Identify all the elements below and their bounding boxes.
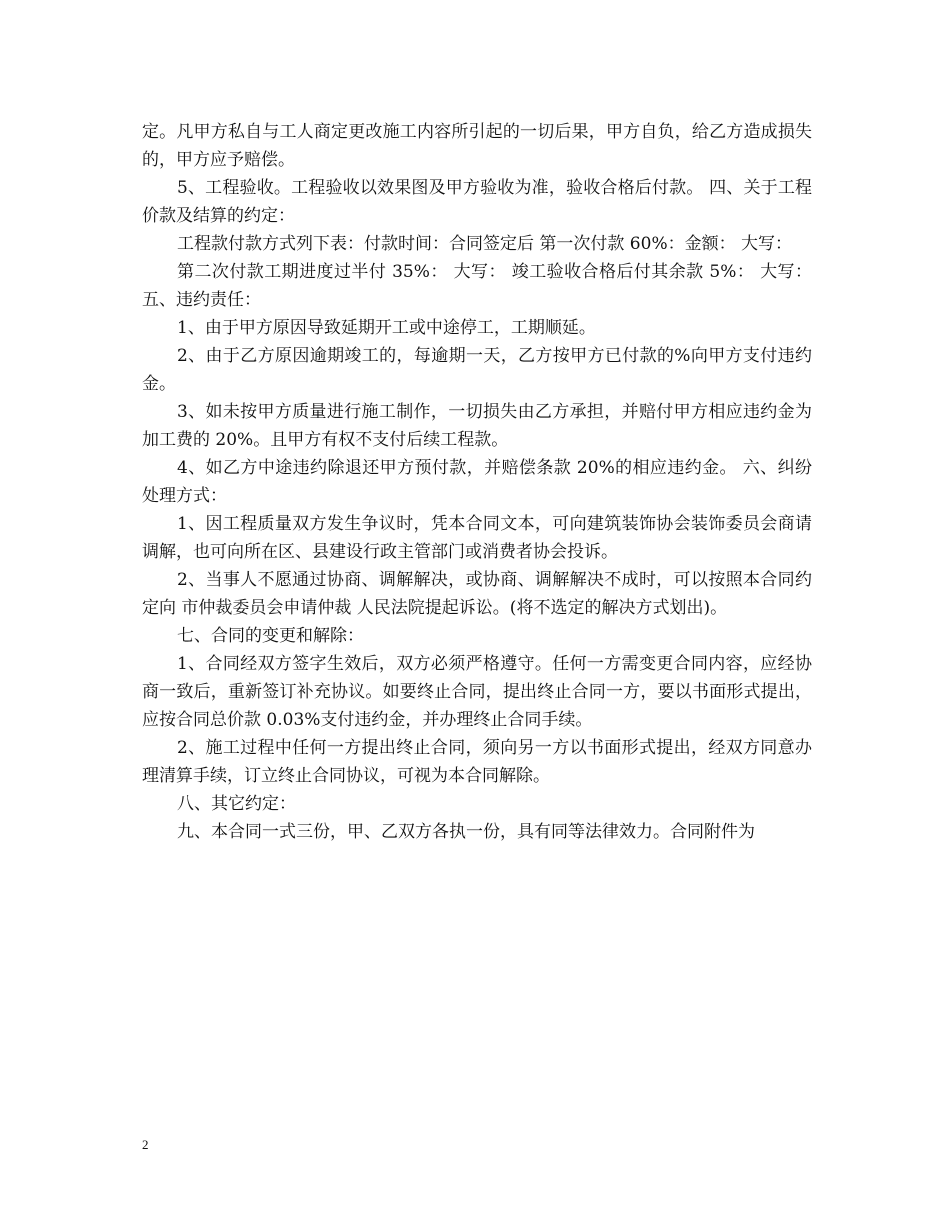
paragraph-dispute-1: 1、因工程质量双方发生争议时，凭本合同文本，可向建筑装饰协会装饰委员会商请调解，也可向所在区、县建设行政主管部门或消费者协会投诉。 <box>142 514 812 562</box>
page-number: 2 <box>142 1137 149 1152</box>
paragraph-breach-2: 2、由于乙方原因逾期竣工的，每逾期一天，乙方按甲方已付款的%向甲方支付违约金。 <box>142 346 812 394</box>
paragraph-dispute-2: 2、当事人不愿通过协商、调解解决，或协商、调解解决不成时，可以按照本合同约定向 市仲裁委员会申请仲裁 人民法院提起诉讼。(将不选定的解决方式划出)。 <box>142 570 812 618</box>
document-body <box>142 118 812 846</box>
paragraph-change-2: 2、施工过程中任何一方提出终止合同，须向另一方以书面形式提出，经双方同意办理清算手续，订立终止合同协议，可视为本合同解除。 <box>142 738 812 786</box>
paragraph-continuation: 定。凡甲方私自与工人商定更改施工内容所引起的一切后果，甲方自负，给乙方造成损失的，甲方应予赔偿。 <box>142 122 812 170</box>
section-heading-other: 八、其它约定： <box>177 794 296 814</box>
paragraph-payment-method: 工程款付款方式列下表：付款时间：合同签定后 第一次付款 60%：金额： 大写： <box>177 234 792 254</box>
paragraph-change-1: 1、合同经双方签字生效后，双方必须严格遵守。任何一方需变更合同内容，应经协商一致后，重新签订补充协议。如要终止合同，提出终止合同一方，要以书面形式提出，应按合同总价款 0.03%支付违约金，并办理终止合同手续。 <box>142 654 812 730</box>
paragraph-acceptance: 5、工程验收。工程验收以效果图及甲方验收为准，验收合格后付款。 四、关于工程价款及结算的约定： <box>142 178 812 226</box>
paragraph-breach-1: 1、由于甲方原因导致延期开工或中途停工，工期顺延。 <box>177 318 596 338</box>
paragraph-copies: 九、本合同一式三份，甲、乙双方各执一份，具有同等法律效力。合同附件为 <box>177 822 755 842</box>
paragraph-breach-4: 4、如乙方中途违约除退还甲方预付款，并赔偿条款 20%的相应违约金。 六、纠纷处理方式： <box>142 458 812 506</box>
paragraph-breach-3: 3、如未按甲方质量进行施工制作，一切损失由乙方承担，并赔付甲方相应违约金为加工费的 20%。且甲方有权不支付后续工程款。 <box>142 402 812 450</box>
paragraph-second-payment: 第二次付款工期进度过半付 35%： 大写： 竣工验收合格后付其余款 5%： 大写： 五、违约责任： <box>142 262 812 310</box>
section-heading-change: 七、合同的变更和解除： <box>177 626 364 646</box>
